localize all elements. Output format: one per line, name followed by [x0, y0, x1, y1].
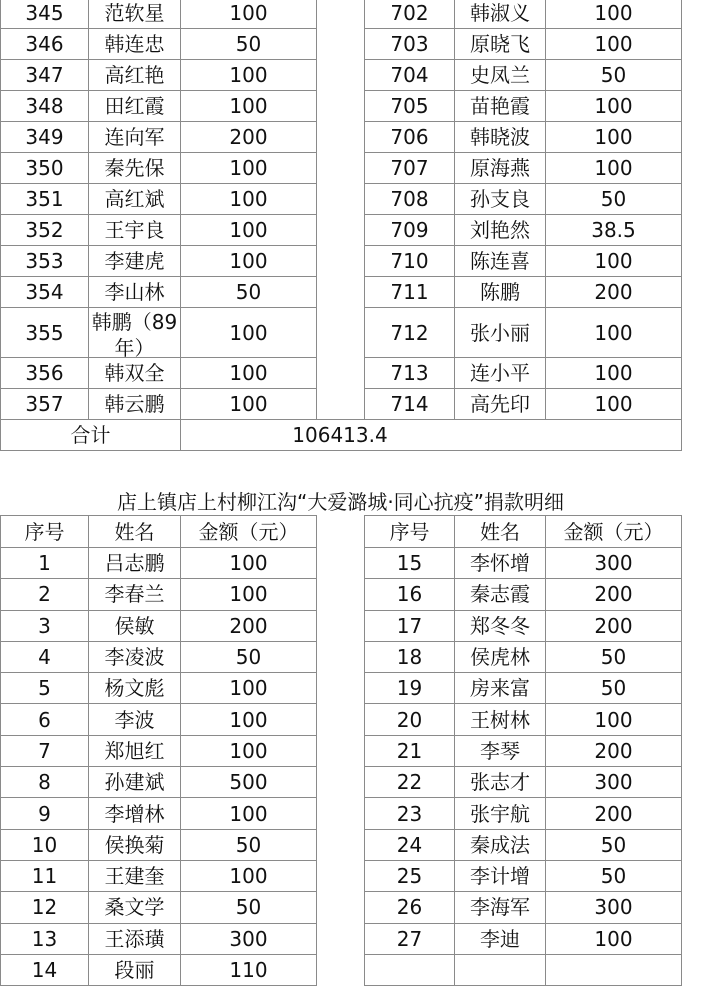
table-row — [1, 184, 682, 215]
cell-number[interactable]: 708 — [365, 184, 455, 215]
column-gap — [317, 954, 365, 985]
cell-amount[interactable]: 38.5 — [546, 215, 682, 246]
cell-amount[interactable]: 300 — [546, 767, 682, 798]
cell-name[interactable]: 李山林 — [89, 277, 181, 308]
cell-number[interactable]: 15 — [365, 548, 455, 579]
column-gap — [317, 892, 365, 923]
cell-amount[interactable]: 300 — [546, 548, 682, 579]
cell-number[interactable]: 703 — [365, 29, 455, 60]
column-gap — [317, 358, 365, 389]
table-row — [1, 358, 682, 389]
cell-amount[interactable]: 100 — [181, 673, 317, 704]
column-gap — [317, 29, 365, 60]
column-gap — [317, 641, 365, 672]
cell-number[interactable]: 21 — [365, 735, 455, 766]
table-row — [1, 767, 682, 798]
total-label[interactable]: 合计 — [1, 420, 181, 451]
cell-name[interactable]: 高先印 — [455, 389, 546, 420]
column-gap — [317, 153, 365, 184]
cell-amount[interactable]: 100 — [181, 153, 317, 184]
table-row — [1, 704, 682, 735]
cell-name[interactable]: 韩云鹏 — [89, 389, 181, 420]
cell-amount[interactable]: 50 — [546, 641, 682, 672]
cell-amount[interactable]: 200 — [546, 277, 682, 308]
cell-number[interactable]: 8 — [1, 767, 89, 798]
cell-name[interactable]: 陈鹏 — [455, 277, 546, 308]
column-gap — [317, 516, 365, 548]
cell-amount[interactable]: 100 — [181, 308, 317, 358]
cell-name[interactable]: 张志才 — [455, 767, 546, 798]
cell-name[interactable]: 韩淑义 — [455, 0, 546, 29]
table-row — [1, 91, 682, 122]
cell-amount[interactable]: 50 — [546, 829, 682, 860]
cell-name[interactable]: 高红斌 — [89, 184, 181, 215]
empty-cell — [365, 451, 455, 482]
cell-name[interactable]: 李增林 — [89, 798, 181, 829]
cell-name[interactable]: 张宇航 — [455, 798, 546, 829]
cell-number[interactable]: 351 — [1, 184, 89, 215]
table-row — [1, 122, 682, 153]
table-row — [1, 0, 682, 29]
cell-amount[interactable]: 100 — [181, 358, 317, 389]
cell-name[interactable]: 原晓飞 — [455, 29, 546, 60]
donation-title: 店上镇店上村柳江沟“大爱潞城·同心抗疫”捐款明细 — [116, 490, 565, 514]
empty-cell — [1, 451, 89, 482]
cell-name[interactable]: 田红霞 — [89, 91, 181, 122]
spacer-row — [1, 451, 682, 482]
cell-amount[interactable]: 500 — [181, 767, 317, 798]
table-row — [1, 548, 682, 579]
cell-amount[interactable]: 100 — [181, 184, 317, 215]
cell-number[interactable]: 706 — [365, 122, 455, 153]
cell-name[interactable]: 杨文彪 — [89, 673, 181, 704]
cell-amount[interactable]: 100 — [181, 91, 317, 122]
cell-number[interactable]: 23 — [365, 798, 455, 829]
cell-amount[interactable]: 50 — [181, 277, 317, 308]
cell-number[interactable]: 4 — [1, 641, 89, 672]
donation-table-continued — [0, 0, 682, 482]
cell-number[interactable]: 5 — [1, 673, 89, 704]
cell-amount[interactable]: 100 — [181, 60, 317, 91]
cell-name[interactable]: 韩晓波 — [455, 122, 546, 153]
cell-name[interactable]: 史凤兰 — [455, 60, 546, 91]
cell-amount[interactable]: 100 — [181, 860, 317, 891]
cell-name[interactable]: 苗艳霞 — [455, 91, 546, 122]
cell-name[interactable]: 桑文学 — [89, 892, 181, 923]
column-gap — [317, 829, 365, 860]
cell-amount[interactable]: 200 — [546, 579, 682, 610]
cell-amount[interactable]: 100 — [181, 579, 317, 610]
cell-amount[interactable]: 100 — [546, 389, 682, 420]
cell-name[interactable]: 秦先保 — [89, 153, 181, 184]
column-gap — [317, 610, 365, 641]
table-row — [1, 923, 682, 954]
cell-name[interactable]: 郑旭红 — [89, 735, 181, 766]
cell-number[interactable]: 16 — [365, 579, 455, 610]
cell-number[interactable]: 702 — [365, 0, 455, 29]
cell-name[interactable]: 李怀增 — [455, 548, 546, 579]
cell-amount[interactable]: 100 — [546, 246, 682, 277]
cell-amount[interactable]: 100 — [181, 215, 317, 246]
column-gap — [317, 91, 365, 122]
cell-name[interactable]: 原海燕 — [455, 153, 546, 184]
cell-number[interactable]: 345 — [1, 0, 89, 29]
table-row — [1, 215, 682, 246]
cell-name[interactable]: 李海军 — [455, 892, 546, 923]
cell-amount[interactable]: 100 — [546, 704, 682, 735]
cell-number[interactable]: 354 — [1, 277, 89, 308]
cell-number[interactable]: 3 — [1, 610, 89, 641]
cell-number[interactable]: 355 — [1, 308, 89, 358]
header-amount[interactable]: 金额（元） — [181, 516, 317, 548]
empty-cell — [181, 451, 317, 482]
cell-name[interactable]: 侯换菊 — [89, 829, 181, 860]
cell-amount[interactable]: 100 — [181, 389, 317, 420]
cell-name[interactable]: 吕志鹏 — [89, 548, 181, 579]
cell-amount[interactable]: 300 — [546, 892, 682, 923]
cell-number[interactable]: 22 — [365, 767, 455, 798]
cell-number[interactable]: 20 — [365, 704, 455, 735]
cell-name[interactable]: 秦成法 — [455, 829, 546, 860]
cell-number[interactable]: 12 — [1, 892, 89, 923]
cell-amount[interactable]: 50 — [181, 29, 317, 60]
cell-number[interactable]: 348 — [1, 91, 89, 122]
cell-amount[interactable]: 200 — [546, 798, 682, 829]
header-row — [1, 516, 682, 548]
cell-name[interactable]: 李迪 — [455, 923, 546, 954]
column-gap — [317, 923, 365, 954]
cell-amount[interactable]: 200 — [546, 735, 682, 766]
cell-name[interactable]: 李琴 — [455, 735, 546, 766]
cell-name[interactable]: 张小丽 — [455, 308, 546, 358]
cell-number[interactable]: 709 — [365, 215, 455, 246]
cell-number[interactable]: 357 — [1, 389, 89, 420]
cell-amount[interactable]: 100 — [546, 308, 682, 358]
cell-name[interactable]: 房来富 — [455, 673, 546, 704]
cell-amount[interactable]: 50 — [181, 829, 317, 860]
cell-amount[interactable]: 100 — [546, 923, 682, 954]
cell-name[interactable]: 高红艳 — [89, 60, 181, 91]
cell-number[interactable]: 27 — [365, 923, 455, 954]
cell-name[interactable]: 王宇良 — [89, 215, 181, 246]
column-gap — [317, 60, 365, 91]
cell-name[interactable]: 刘艳然 — [455, 215, 546, 246]
cell-amount[interactable]: 200 — [546, 610, 682, 641]
empty-cell — [455, 451, 546, 482]
cell-name[interactable]: 王添璜 — [89, 923, 181, 954]
table-row — [1, 798, 682, 829]
cell-name[interactable]: 郑冬冬 — [455, 610, 546, 641]
cell-amount[interactable]: 100 — [546, 0, 682, 29]
cell-name[interactable]: 连向军 — [89, 122, 181, 153]
cell-name[interactable]: 韩双全 — [89, 358, 181, 389]
column-gap — [317, 860, 365, 891]
total-value[interactable]: 106413.4 — [181, 420, 682, 451]
cell-number[interactable]: 6 — [1, 704, 89, 735]
column-gap — [317, 246, 365, 277]
cell-number[interactable]: 705 — [365, 91, 455, 122]
cell-amount[interactable]: 50 — [546, 60, 682, 91]
cell-name[interactable]: 陈连喜 — [455, 246, 546, 277]
cell-amount[interactable]: 100 — [546, 358, 682, 389]
table-row — [1, 389, 682, 420]
cell-number[interactable]: 710 — [365, 246, 455, 277]
cell-number[interactable]: 349 — [1, 122, 89, 153]
cell-number[interactable]: 712 — [365, 308, 455, 358]
cell-name[interactable]: 王建奎 — [89, 860, 181, 891]
cell-amount[interactable]: 100 — [181, 246, 317, 277]
cell-amount[interactable]: 100 — [546, 122, 682, 153]
column-gap — [317, 548, 365, 579]
cell-number[interactable]: 10 — [1, 829, 89, 860]
cell-name[interactable]: 李建虎 — [89, 246, 181, 277]
table-row — [1, 673, 682, 704]
column-gap — [317, 673, 365, 704]
cell-amount[interactable]: 50 — [181, 641, 317, 672]
column-gap — [317, 184, 365, 215]
cell-number[interactable]: 350 — [1, 153, 89, 184]
table-row — [1, 829, 682, 860]
table-row — [1, 892, 682, 923]
cell-amount[interactable]: 200 — [181, 122, 317, 153]
cell-amount[interactable]: 100 — [546, 29, 682, 60]
cell-name[interactable]: 范软星 — [89, 0, 181, 29]
cell-number[interactable]: 714 — [365, 389, 455, 420]
table-row — [1, 246, 682, 277]
cell-amount[interactable]: 200 — [181, 610, 317, 641]
donation-table-liujianggou — [0, 515, 682, 986]
cell-name[interactable] — [455, 954, 546, 985]
cell-name[interactable]: 韩连忠 — [89, 29, 181, 60]
cell-name[interactable]: 连小平 — [455, 358, 546, 389]
empty-cell — [89, 451, 181, 482]
column-gap — [317, 122, 365, 153]
header-name[interactable]: 姓名 — [455, 516, 546, 548]
cell-amount[interactable]: 100 — [181, 548, 317, 579]
cell-number[interactable]: 1 — [1, 548, 89, 579]
column-gap — [317, 277, 365, 308]
cell-number[interactable]: 2 — [1, 579, 89, 610]
cell-amount[interactable]: 100 — [181, 735, 317, 766]
column-gap — [317, 0, 365, 29]
empty-cell — [317, 451, 365, 482]
cell-number[interactable]: 356 — [1, 358, 89, 389]
header-number[interactable]: 序号 — [1, 516, 89, 548]
column-gap — [317, 798, 365, 829]
table-row — [1, 641, 682, 672]
cell-number[interactable]: 26 — [365, 892, 455, 923]
cell-number[interactable]: 713 — [365, 358, 455, 389]
column-gap — [317, 308, 365, 358]
cell-number[interactable]: 707 — [365, 153, 455, 184]
table-row — [1, 308, 682, 358]
cell-number[interactable]: 19 — [365, 673, 455, 704]
cell-number[interactable]: 11 — [1, 860, 89, 891]
empty-cell — [546, 451, 682, 482]
cell-amount[interactable]: 100 — [546, 153, 682, 184]
cell-number[interactable]: 13 — [1, 923, 89, 954]
table-row — [1, 60, 682, 91]
cell-amount[interactable]: 50 — [546, 860, 682, 891]
table-row — [1, 153, 682, 184]
cell-number[interactable]: 25 — [365, 860, 455, 891]
table-row — [1, 610, 682, 641]
cell-amount[interactable]: 100 — [181, 798, 317, 829]
total-row — [1, 420, 682, 451]
cell-number[interactable]: 346 — [1, 29, 89, 60]
cell-name-text: 韩鹏（89年） — [91, 310, 178, 357]
cell-name[interactable]: 王树林 — [455, 704, 546, 735]
table-row — [1, 579, 682, 610]
cell-name[interactable]: 李凌波 — [89, 641, 181, 672]
column-gap — [317, 215, 365, 246]
table-row — [1, 29, 682, 60]
column-gap — [317, 704, 365, 735]
cell-amount[interactable]: 50 — [546, 673, 682, 704]
cell-number[interactable]: 24 — [365, 829, 455, 860]
column-gap — [317, 735, 365, 766]
cell-number[interactable]: 18 — [365, 641, 455, 672]
cell-amount[interactable]: 50 — [181, 892, 317, 923]
header-number[interactable]: 序号 — [365, 516, 455, 548]
cell-number[interactable]: 9 — [1, 798, 89, 829]
table-row — [1, 860, 682, 891]
header-amount[interactable]: 金额（元） — [546, 516, 682, 548]
cell-number[interactable]: 711 — [365, 277, 455, 308]
cell-name[interactable]: 李春兰 — [89, 579, 181, 610]
cell-amount[interactable] — [546, 954, 682, 985]
cell-number[interactable] — [365, 954, 455, 985]
cell-number[interactable]: 17 — [365, 610, 455, 641]
column-gap — [317, 767, 365, 798]
cell-amount[interactable]: 300 — [181, 923, 317, 954]
cell-number[interactable]: 347 — [1, 60, 89, 91]
cell-amount[interactable]: 100 — [546, 91, 682, 122]
cell-number[interactable]: 352 — [1, 215, 89, 246]
cell-name[interactable]: 段丽 — [89, 954, 181, 985]
cell-amount[interactable]: 50 — [546, 184, 682, 215]
cell-number[interactable]: 704 — [365, 60, 455, 91]
cell-name[interactable] — [89, 308, 181, 358]
cell-number[interactable]: 14 — [1, 954, 89, 985]
header-name[interactable]: 姓名 — [89, 516, 181, 548]
column-gap — [317, 389, 365, 420]
cell-name[interactable]: 李计增 — [455, 860, 546, 891]
cell-name[interactable]: 侯虎林 — [455, 641, 546, 672]
table-row — [1, 277, 682, 308]
table-row — [1, 954, 682, 985]
cell-name[interactable]: 孙建斌 — [89, 767, 181, 798]
column-gap — [317, 579, 365, 610]
cell-amount[interactable]: 100 — [181, 0, 317, 29]
cell-name[interactable]: 秦志霞 — [455, 579, 546, 610]
cell-amount[interactable]: 100 — [181, 704, 317, 735]
cell-amount[interactable]: 110 — [181, 954, 317, 985]
cell-name[interactable]: 李波 — [89, 704, 181, 735]
cell-number[interactable]: 7 — [1, 735, 89, 766]
cell-number[interactable]: 353 — [1, 246, 89, 277]
table-row — [1, 735, 682, 766]
cell-name[interactable]: 孙支良 — [455, 184, 546, 215]
cell-name[interactable]: 侯敏 — [89, 610, 181, 641]
